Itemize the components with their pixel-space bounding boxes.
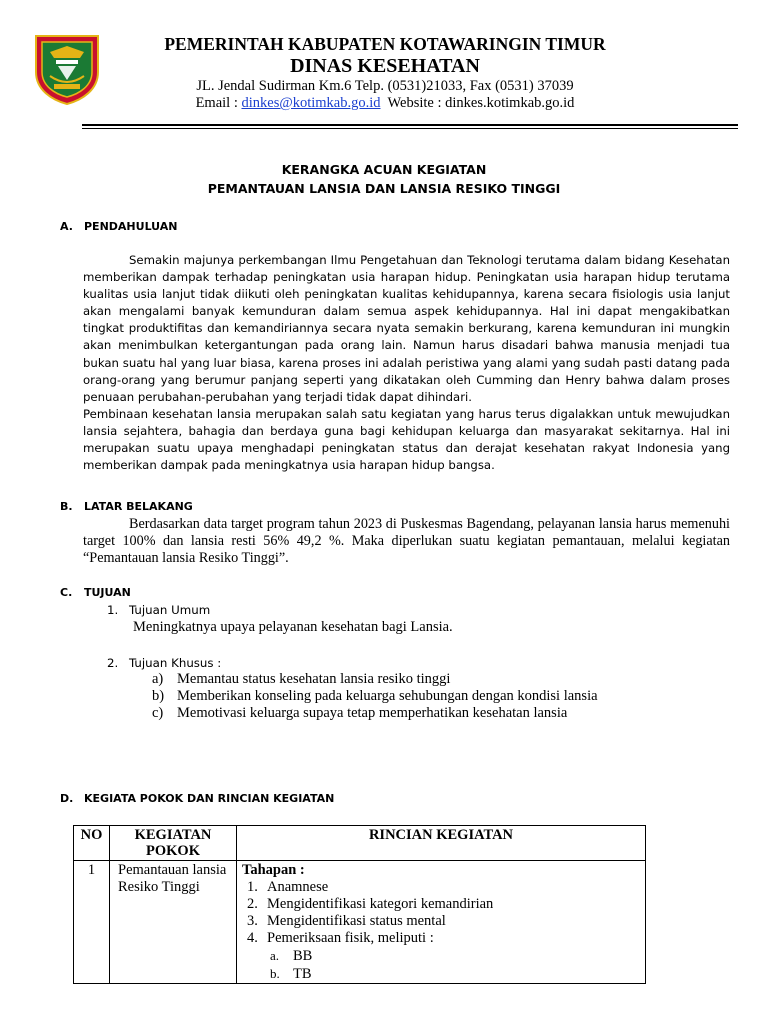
list-text: Memantau status kesehatan lansia resiko tinggi	[177, 671, 451, 687]
letterhead-address: JL. Jendal Sudirman Km.6 Telp. (0531)21033, Fax (0531) 37039	[196, 78, 574, 94]
tujuan-khusus-label	[107, 656, 221, 670]
list-text: Memberikan konseling pada keluarga sehubungan dengan kondisi lansia	[177, 688, 598, 704]
title-line-1: KERANGKA ACUAN KEGIATAN	[281, 162, 487, 177]
activity-table	[73, 825, 646, 984]
list-item	[242, 896, 645, 913]
letterhead-government: PEMERINTAH KABUPATEN KOTAWARINGIN TIMUR	[164, 34, 606, 54]
section-d-letter: D.	[60, 792, 74, 805]
list-marker: 2.	[247, 896, 258, 912]
list-marker: b.	[270, 966, 280, 981]
list-marker: 1.	[247, 879, 258, 895]
header-no: NO	[74, 826, 110, 861]
steps-list	[242, 879, 645, 947]
document-title	[0, 160, 768, 198]
list-item	[242, 930, 645, 947]
section-a-body	[83, 252, 730, 474]
tujuan-umum-number: 1.	[107, 603, 119, 617]
substeps-list	[242, 947, 645, 983]
section-c-heading	[60, 586, 131, 599]
letterhead-agency: DINAS KESEHATAN	[290, 55, 480, 77]
list-marker: b)	[152, 688, 165, 704]
list-marker: 3.	[247, 913, 258, 929]
section-b-paragraph: Berdasarkan data target program tahun 2023 di Puskesmas Bagendang, pelayanan lansia harus memenuhi target 100% dan lansia resti 56% 49,2 %. Maka diperlukan suatu kegiatan pemantauan, melalui kegiatan “Pemantauan lansia Resiko Tinggi”.	[83, 516, 730, 566]
section-b-heading	[60, 500, 193, 513]
list-item	[267, 947, 645, 965]
list-item	[152, 705, 598, 722]
tujuan-umum-text-label: Tujuan Umum	[129, 603, 211, 617]
list-marker: a)	[152, 671, 164, 687]
section-a-letter: A.	[60, 220, 73, 233]
list-item	[267, 965, 645, 983]
tujuan-umum-label	[107, 603, 210, 617]
section-a-heading	[60, 220, 178, 233]
list-marker: 4.	[247, 930, 258, 946]
list-text: Anamnese	[267, 879, 329, 895]
list-text: Mengidentifikasi kategori kemandirian	[267, 896, 494, 912]
list-marker: c)	[152, 705, 164, 721]
list-text: Memotivasi keluarga supaya tetap memperhatikan kesehatan lansia	[177, 705, 568, 721]
website-text: dinkes.kotimkab.go.id	[445, 95, 575, 111]
tujuan-khusus-list	[152, 671, 598, 722]
section-c-title: TUJUAN	[84, 586, 131, 599]
tujuan-khusus-text-label: Tujuan Khusus :	[129, 656, 222, 670]
letterhead	[120, 34, 650, 112]
email-label: Email :	[195, 95, 242, 111]
tujuan-khusus-number: 2.	[107, 656, 119, 670]
tujuan-umum-text: Meningkatnya upaya pelayanan kesehatan bagi Lansia.	[133, 619, 453, 635]
list-text: TB	[293, 966, 312, 982]
table-row	[74, 861, 646, 984]
section-a-paragraph-1: Semakin majunya perkembangan Ilmu Pengetahuan dan Teknologi terutama dalam bidang Kesehatan memberikan dampak terhadap peningkatan usia harapan hidup. Peningkatan usia harapan hidup terutama kualitas usia lanjut tidak diikuti oleh peningkatan kualitas kehidupannya, karena secara fisiologis usia lanjut akan mengalami banyak kemunduran dalam semua aspek kehidupannya. Hal ini dapat mengakibatkan tingkat produktifitas dan kemandiriannya secara nyata semakin berkurang, karena kemunduran ini mungkin akan menimbulkan ketergantungan pada orang lain. Namun harus disadari bahwa manusia menjadi tua bukan suatu hal yang luar biasa, karena proses ini adalah peristiwa yang alami yang sudah pasti datang pada orang-orang yang berumur panjang seperti yang dikatakan oleh Cumming dan Henry bahwa dalam proses penuaan perubahan-perubahan yang terjadi tidak dapat dihindari.	[83, 253, 730, 404]
list-item	[242, 913, 645, 930]
letterhead-contact	[120, 95, 650, 112]
section-b-title: LATAR BELAKANG	[84, 500, 193, 513]
section-d-heading	[60, 792, 334, 805]
table-header-row	[74, 826, 646, 861]
website-label: Website :	[380, 95, 446, 111]
header-kegiatan-pokok: KEGIATAN POKOK	[110, 826, 237, 861]
section-c-letter: C.	[60, 586, 73, 599]
list-text: Mengidentifikasi status mental	[267, 913, 446, 929]
section-a-title: PENDAHULUAN	[84, 220, 178, 233]
list-item	[242, 879, 645, 896]
regency-crest-icon	[32, 32, 102, 106]
list-item	[152, 688, 598, 705]
section-d-title: KEGIATA POKOK DAN RINCIAN KEGIATAN	[84, 792, 335, 805]
title-line-2: PEMANTAUAN LANSIA DAN LANSIA RESIKO TINGGI	[207, 181, 561, 196]
list-item	[152, 671, 598, 688]
cell-no: 1	[74, 861, 110, 984]
list-text: BB	[293, 948, 313, 964]
section-a-paragraph-2: Pembinaan kesehatan lansia merupakan salah satu kegiatan yang harus terus digalakkan untuk mewujudkan lansia sejahtera, bahagia dan berdaya guna bagi kehidupan keluarga dan masyarakat sekitarnya. Hal ini merupakan suatu upaya menghadapi peningkatan status dan derajat kesehatan rakyat Indonesia yang memberikan dampak pada meningkatnya usia harapan hidup bangsa.	[83, 406, 730, 473]
letterhead-divider	[82, 124, 738, 129]
section-b-letter: B.	[60, 500, 73, 513]
header-rincian-kegiatan: RINCIAN KEGIATAN	[237, 826, 646, 861]
cell-rincian	[237, 861, 646, 984]
cell-kegiatan-pokok: Pemantauan lansia Resiko Tinggi	[110, 861, 237, 984]
email-link[interactable]: dinkes@kotimkab.go.id	[241, 95, 381, 111]
list-text: Pemeriksaan fisik, meliputi :	[267, 930, 434, 946]
tahapan-label: Tahapan :	[242, 862, 305, 878]
list-marker: a.	[270, 948, 280, 963]
